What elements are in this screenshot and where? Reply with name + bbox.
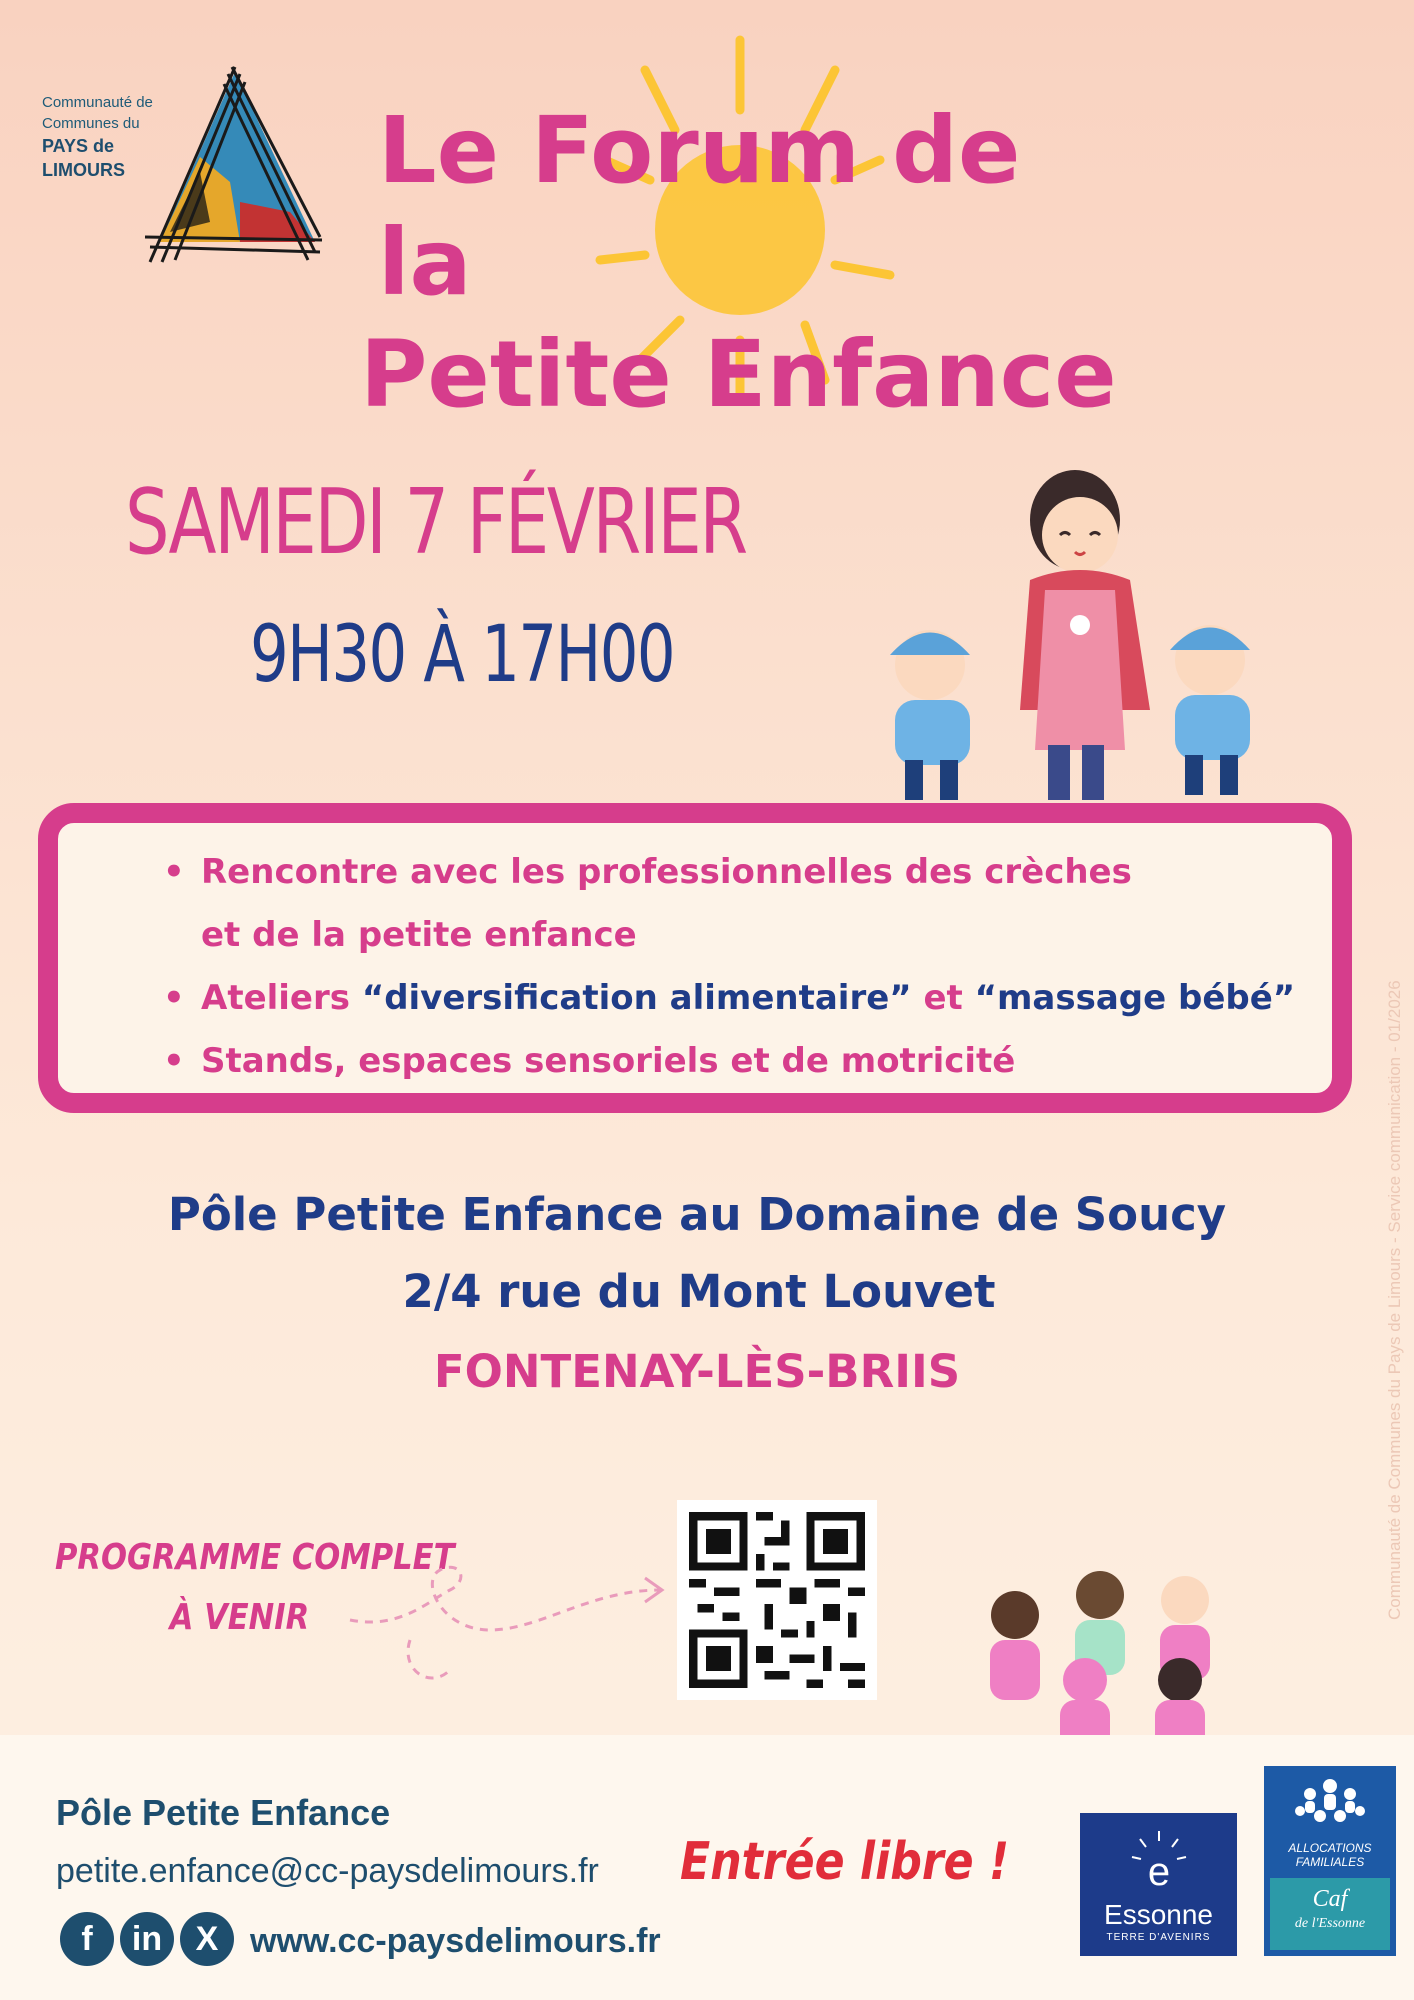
activity-2-highlight-1: “diversification alimentaire” [361, 978, 912, 1018]
teacher-with-children-illustration [870, 460, 1290, 820]
activity-item [163, 1030, 1295, 1093]
essonne-tagline: TERRE D'AVENIRS [1106, 1932, 1211, 1943]
entree-libre-label: Entrée libre ! [680, 1832, 1010, 1892]
pays-de-limours-logo-icon [140, 62, 325, 272]
essonne-e-icon [1128, 1829, 1190, 1891]
activity-3: Stands, espaces sensoriels et de motricité [201, 1041, 1016, 1081]
credit-side-text: Communauté de Communes du Pays de Limours - Service communication - 01/2026 [1385, 980, 1404, 1620]
page-title [360, 95, 1120, 431]
activities-box [38, 803, 1352, 1113]
footer-website-link[interactable]: www.cc-paysdelimours.fr [250, 1922, 661, 1960]
caf-line-2: FAMILIALES [1295, 1855, 1365, 1869]
location-city: FONTENAY-LÈS-BRIIS [433, 1345, 961, 1398]
location-street: 2/4 rue du Mont Louvet [402, 1265, 996, 1318]
title-line-1: Le Forum de la [378, 97, 1021, 316]
linkedin-icon[interactable]: in [120, 1912, 174, 1966]
activity-item [163, 841, 1295, 904]
activity-1-line-2: et de la petite enfance [201, 915, 637, 955]
event-date: SAMEDI 7 FÉVRIER [125, 470, 746, 575]
caf-bottom-band [1270, 1878, 1390, 1950]
dashed-arrow-icon [340, 1560, 670, 1700]
caf-dept: de l'Essonne [1294, 1916, 1366, 1931]
logo-line-3: PAYS de [42, 136, 115, 156]
programme-line-1: PROGRAMME COMPLET [55, 1537, 455, 1578]
activity-2-mid: et [911, 978, 975, 1018]
caf-line-1: ALLOCATIONS [1288, 1841, 1372, 1855]
svg-text:e: e [1147, 1850, 1170, 1891]
caf-logo [1264, 1766, 1396, 1956]
essonne-logo [1080, 1813, 1237, 1956]
footer-title: Pôle Petite Enfance [56, 1792, 391, 1833]
logo-line-1: Communauté de [42, 94, 153, 111]
caf-name: Caf [1312, 1886, 1348, 1912]
logo-line-4: LIMOURS [42, 160, 125, 180]
qr-code[interactable] [677, 1500, 877, 1700]
activity-item [163, 967, 1295, 1030]
essonne-name: Essonne [1104, 1899, 1213, 1930]
activity-2-prefix: Ateliers [201, 978, 362, 1018]
activity-1-line-1: Rencontre avec les professionnelles des crèches [201, 852, 1132, 892]
title-line-2: Petite Enfance [360, 321, 1117, 428]
x-icon[interactable]: X [180, 1912, 234, 1966]
qr-code-icon [689, 1512, 865, 1688]
caf-family-icon [1280, 1776, 1380, 1836]
location-venue: Pôle Petite Enfance au Domaine de Soucy [167, 1188, 1227, 1241]
activity-item-continuation [163, 904, 1295, 967]
activities-list [163, 841, 1295, 1093]
programme-line-2: À VENIR [169, 1597, 310, 1638]
logo-line-2: Communes du [42, 115, 140, 132]
event-time: 9H30 À 17H00 [250, 610, 675, 700]
footer-email-link[interactable]: petite.enfance@cc-paysdelimours.fr [56, 1852, 599, 1890]
facebook-icon[interactable]: f [60, 1912, 114, 1966]
activity-2-highlight-2: “massage bébé” [974, 978, 1296, 1018]
